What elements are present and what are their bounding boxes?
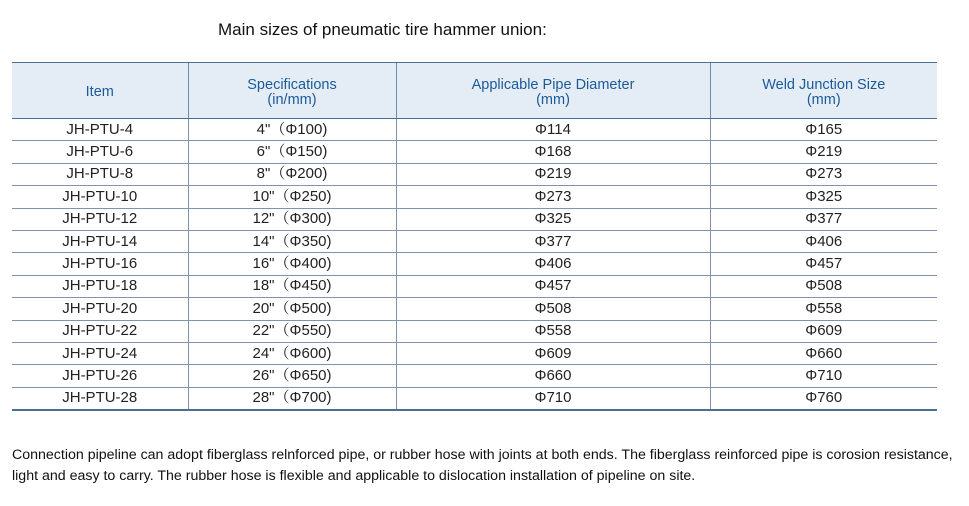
header-weld-junction-unit: (mm) (806, 91, 841, 108)
cell-pipe-diameter: Φ558 (396, 320, 710, 342)
cell-item: JH-PTU-10 (12, 186, 188, 208)
cell-specification: 22"（Φ550) (188, 320, 396, 342)
cell-pipe-diameter: Φ710 (396, 387, 710, 409)
cell-pipe-diameter: Φ457 (396, 275, 710, 297)
cell-specification: 6"（Φ150) (188, 141, 396, 163)
cell-specification: 8"（Φ200) (188, 163, 396, 185)
cell-item: JH-PTU-6 (12, 141, 188, 163)
cell-pipe-diameter: Φ273 (396, 186, 710, 208)
cell-item: JH-PTU-28 (12, 387, 188, 409)
cell-weld-junction: Φ710 (710, 365, 937, 387)
cell-weld-junction: Φ377 (710, 208, 937, 230)
table-row (12, 275, 937, 297)
cell-pipe-diameter: Φ660 (396, 365, 710, 387)
cell-specification: 12"（Φ300) (188, 208, 396, 230)
cell-weld-junction: Φ219 (710, 141, 937, 163)
header-item (12, 63, 188, 119)
cell-specification: 18"（Φ450) (188, 275, 396, 297)
cell-pipe-diameter: Φ406 (396, 253, 710, 275)
cell-pipe-diameter: Φ377 (396, 230, 710, 252)
cell-item: JH-PTU-18 (12, 275, 188, 297)
header-item-label: Item (85, 84, 114, 100)
table-row (12, 387, 937, 409)
header-weld-junction-label: Weld Junction Size (762, 76, 886, 93)
cell-item: JH-PTU-12 (12, 208, 188, 230)
cell-weld-junction: Φ609 (710, 320, 937, 342)
table-row (12, 320, 937, 342)
cell-weld-junction: Φ660 (710, 342, 937, 364)
cell-item: JH-PTU-4 (12, 119, 188, 141)
cell-specification: 14"（Φ350) (188, 230, 396, 252)
cell-specification: 16"（Φ400) (188, 253, 396, 275)
cell-weld-junction: Φ508 (710, 275, 937, 297)
cell-specification: 4"（Φ100) (188, 119, 396, 141)
cell-item: JH-PTU-8 (12, 163, 188, 185)
cell-item: JH-PTU-16 (12, 253, 188, 275)
connection-note: Connection pipeline can adopt fiberglass relnforced pipe, or rubber hose with joints at both ends. The fiberglass reinforced pipe is corosion resistance, light and easy to carry. The rubber hose is flexible and applicable to dislocation installation of pipeline on site. (12, 447, 953, 484)
table-row (12, 342, 937, 364)
cell-pipe-diameter: Φ219 (396, 163, 710, 185)
table-row (12, 141, 937, 163)
cell-pipe-diameter: Φ114 (396, 119, 710, 141)
cell-weld-junction: Φ325 (710, 186, 937, 208)
header-pipe-diameter-label: Applicable Pipe Diameter (471, 76, 635, 93)
cell-weld-junction: Φ760 (710, 387, 937, 409)
header-specifications (188, 63, 396, 119)
cell-specification: 26"（Φ650) (188, 365, 396, 387)
page-title: Main sizes of pneumatic tire hammer union: (218, 20, 547, 39)
table-row (12, 119, 937, 141)
sizes-table (12, 62, 937, 411)
cell-item: JH-PTU-22 (12, 320, 188, 342)
table-row (12, 208, 937, 230)
cell-pipe-diameter: Φ325 (396, 208, 710, 230)
cell-pipe-diameter: Φ508 (396, 298, 710, 320)
cell-pipe-diameter: Φ609 (396, 342, 710, 364)
cell-weld-junction: Φ558 (710, 298, 937, 320)
table-row (12, 365, 937, 387)
table-row (12, 230, 937, 252)
cell-weld-junction: Φ273 (710, 163, 937, 185)
cell-item: JH-PTU-24 (12, 342, 188, 364)
header-specifications-unit: (in/mm) (267, 91, 317, 108)
table-row (12, 163, 937, 185)
header-weld-junction (710, 63, 937, 119)
cell-pipe-diameter: Φ168 (396, 141, 710, 163)
cell-specification: 10"（Φ250) (188, 186, 396, 208)
table-row (12, 298, 937, 320)
header-pipe-diameter-unit: (mm) (536, 91, 570, 108)
table-row (12, 186, 937, 208)
cell-item: JH-PTU-26 (12, 365, 188, 387)
cell-weld-junction: Φ406 (710, 230, 937, 252)
cell-specification: 28"（Φ700) (188, 387, 396, 409)
cell-specification: 24"（Φ600) (188, 342, 396, 364)
cell-specification: 20"（Φ500) (188, 298, 396, 320)
cell-item: JH-PTU-14 (12, 230, 188, 252)
header-pipe-diameter (396, 63, 710, 119)
cell-weld-junction: Φ457 (710, 253, 937, 275)
table-row (12, 253, 937, 275)
cell-item: JH-PTU-20 (12, 298, 188, 320)
header-specifications-label: Specifications (247, 76, 337, 93)
cell-weld-junction: Φ165 (710, 119, 937, 141)
table-header-row (12, 63, 937, 119)
